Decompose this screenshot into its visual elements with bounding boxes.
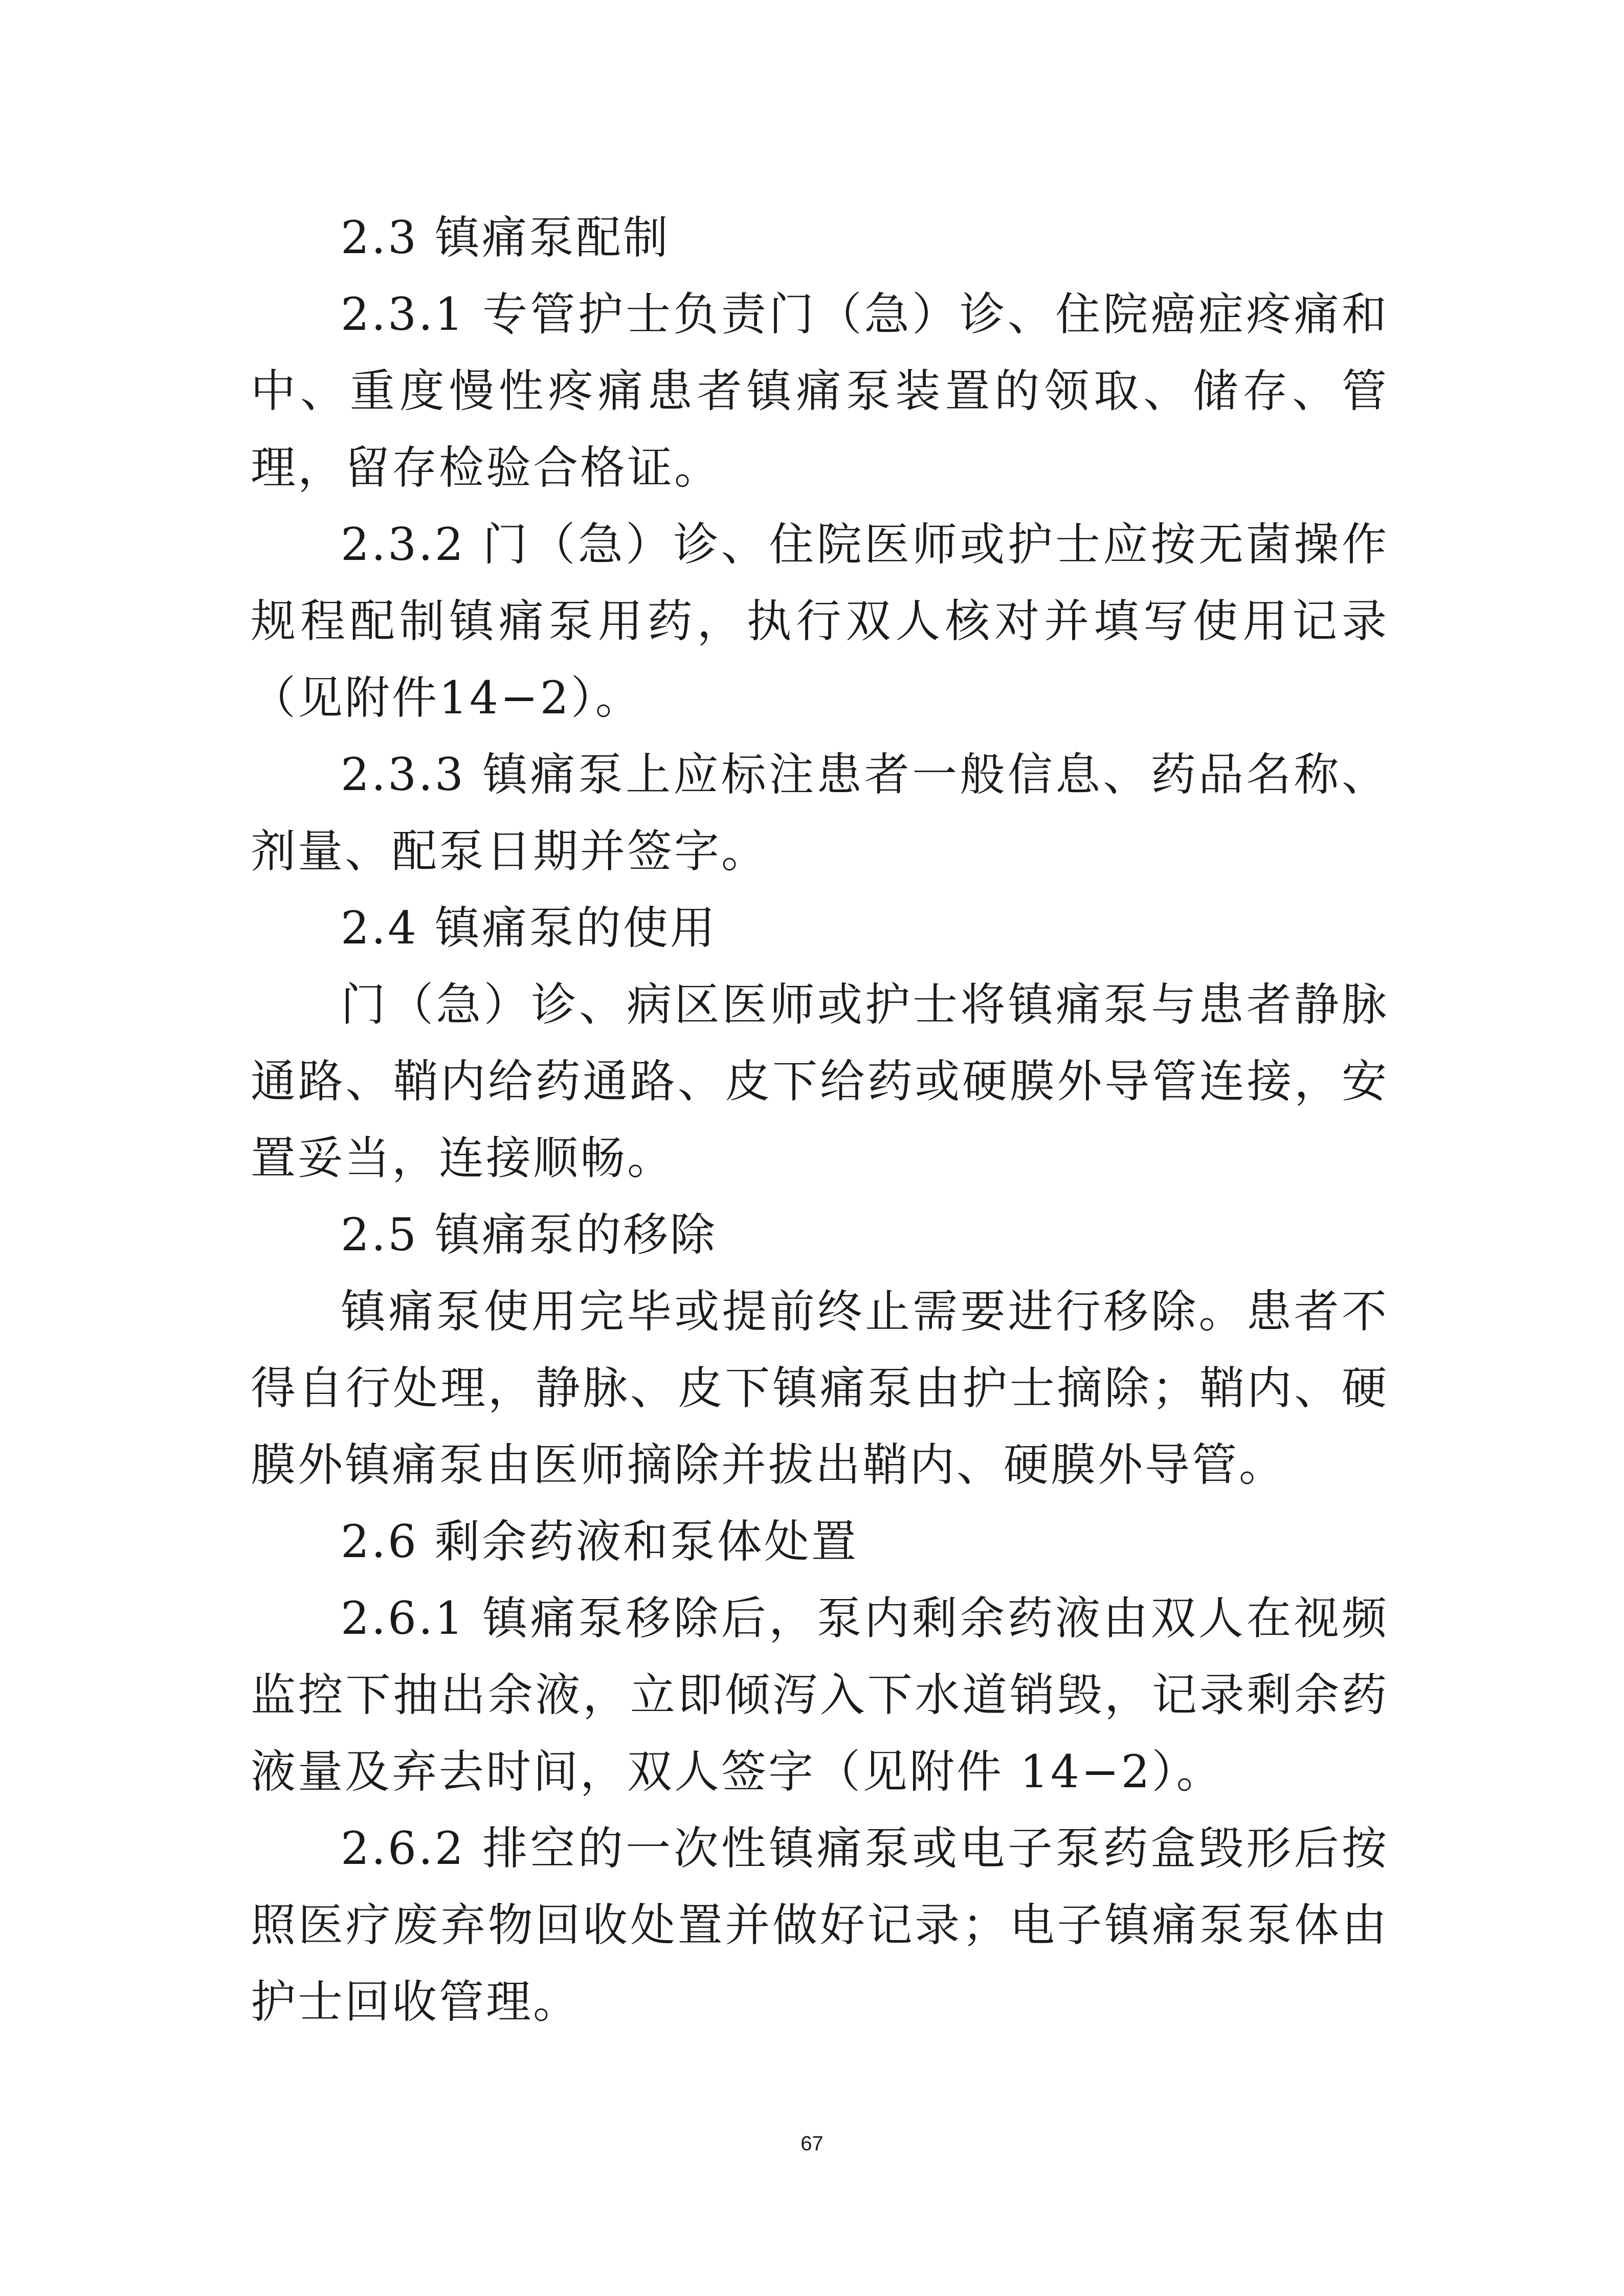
paragraph-2-3-3: 2.3.3 镇痛泵上应标注患者一般信息、药品名称、剂量、配泵日期并签字。	[251, 748, 1389, 877]
paragraph-2-4: 门（急）诊、病区医师或护士将镇痛泵与患者静脉通路、鞘内给药通路、皮下给药或硬膜外导管连接，安置妥当，连接顺畅。	[251, 978, 1389, 1184]
heading-2-4: 2.4 镇痛泵的使用	[341, 902, 717, 954]
body-text	[251, 199, 1389, 2040]
heading-2-6: 2.6 剩余药液和泵体处置	[341, 1515, 858, 1568]
heading-2-5: 2.5 镇痛泵的移除	[341, 1208, 717, 1261]
page-number: 67	[800, 2132, 824, 2155]
paragraph-2-6-2: 2.6.2 排空的一次性镇痛泵或电子泵药盒毁形后按照医疗废弃物回收处置并做好记录；电子镇痛泵泵体由护士回收管理。	[251, 1822, 1389, 2028]
heading-2-3: 2.3 镇痛泵配制	[341, 211, 670, 264]
paragraph-2-5: 镇痛泵使用完毕或提前终止需要进行移除。患者不得自行处理，静脉、皮下镇痛泵由护士摘除；鞘内、硬膜外镇痛泵由医师摘除并拔出鞘内、硬膜外导管。	[251, 1285, 1389, 1491]
paragraph-2-6-1: 2.6.1 镇痛泵移除后，泵内剩余药液由双人在视频监控下抽出余液，立即倾泻入下水道销毁，记录剩余药液量及弃去时间，双人签字（见附件 14−2）。	[251, 1592, 1389, 1798]
paragraph-2-3-2: 2.3.2 门（急）诊、住院医师或护士应按无菌操作规程配制镇痛泵用药，执行双人核对并填写使用记录（见附件14−2）。	[251, 518, 1389, 724]
paragraph-2-3-1: 2.3.1 专管护士负责门（急）诊、住院癌症疼痛和中、重度慢性疼痛患者镇痛泵装置的领取、储存、管理，留存检验合格证。	[251, 288, 1389, 494]
